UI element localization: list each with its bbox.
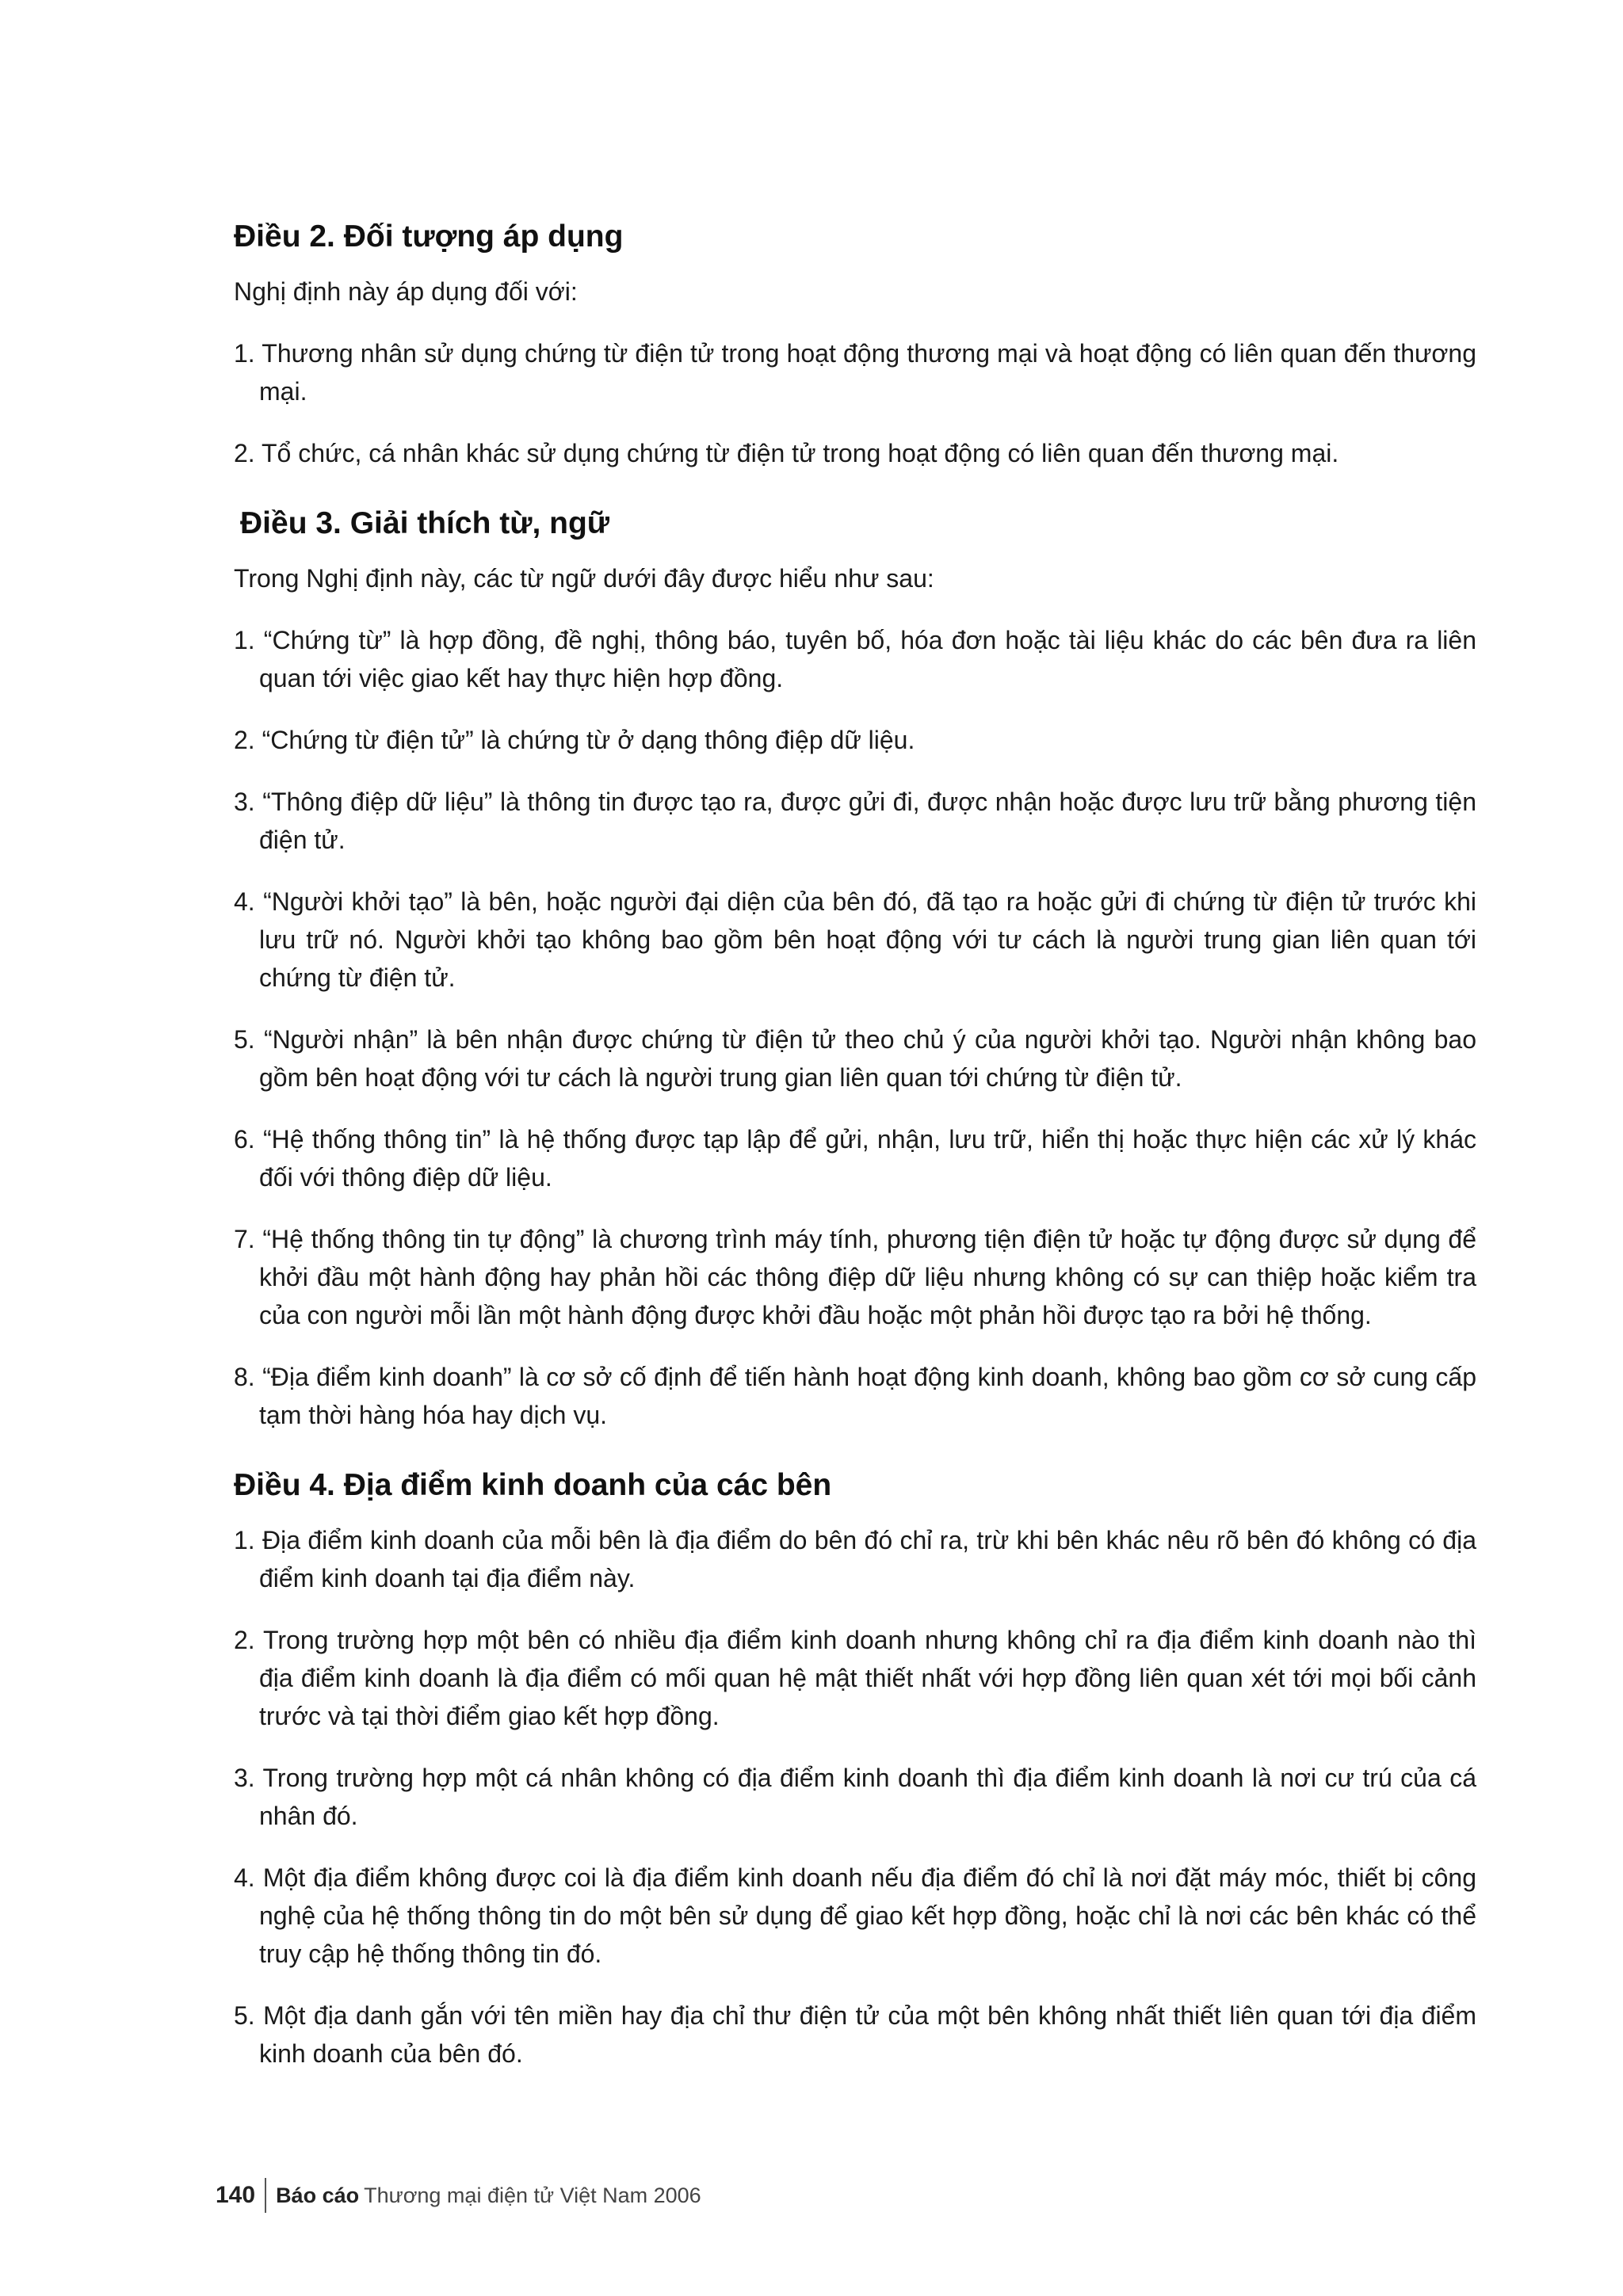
section-article-3 <box>234 502 1476 1434</box>
list-item <box>234 1859 1476 1973</box>
item-number: 1. <box>234 626 255 654</box>
section-article-2 <box>234 215 1476 472</box>
section-article-4 <box>234 1464 1476 2073</box>
item-list <box>234 334 1476 472</box>
item-text: “Chứng từ điện tử” là chứng từ ở dạng thông điệp dữ liệu. <box>262 726 915 754</box>
item-list <box>234 1521 1476 2073</box>
item-text: Một địa danh gắn với tên miền hay địa chỉ thư điện tử của một bên không nhất thiết liên quan tới địa điểm kinh doanh của bên đó. <box>259 2001 1477 2068</box>
item-number: 2. <box>234 726 255 754</box>
item-text: “Địa điểm kinh doanh” là cơ sở cố định để tiến hành hoạt động kinh doanh, không bao gồm cơ sở cung cấp tạm thời hàng hóa hay dịch vụ. <box>259 1363 1477 1429</box>
section-heading: Điều 2. Đối tượng áp dụng <box>234 219 624 254</box>
list-item <box>234 1220 1476 1334</box>
footer-brand: Báo cáo <box>276 2183 360 2207</box>
item-text: Tổ chức, cá nhân khác sử dụng chứng từ điện tử trong hoạt động có liên quan đến thương mại. <box>262 439 1339 467</box>
page-number: 140 <box>216 2182 256 2208</box>
item-number: 5. <box>234 1025 255 1054</box>
item-text: Một địa điểm không được coi là địa điểm kinh doanh nếu địa điểm đó chỉ là nơi đặt máy móc, thiết bị công nghệ của hệ thống thông tin do một bên sử dụng để giao kết hợp đồng, hoặc chỉ là nơi các bên khác có thể truy cập hệ thống thông tin đó. <box>259 1863 1477 1968</box>
list-item <box>234 721 1476 759</box>
section-intro: Trong Nghị định này, các từ ngữ dưới đây được hiểu như sau: <box>234 564 934 593</box>
item-text: “Hệ thống thông tin” là hệ thống được tạp lập để gửi, nhận, lưu trữ, hiển thị hoặc thực hiện các xử lý khác đối với thông điệp dữ liệu. <box>259 1125 1476 1192</box>
item-number: 4. <box>234 1863 255 1892</box>
item-number: 3. <box>234 1764 255 1792</box>
list-item <box>234 1358 1476 1434</box>
item-list <box>234 621 1476 1434</box>
list-item <box>234 621 1476 697</box>
list-item <box>234 1997 1476 2073</box>
item-number: 2. <box>234 439 255 467</box>
item-text: Trong trường hợp một bên có nhiều địa điểm kinh doanh nhưng không chỉ ra địa điểm kinh doanh nào thì địa điểm kinh doanh là địa điểm có mối quan hệ mật thiết nhất với hợp đồng liên quan xét tới mọi bối cảnh trước và tại thời điểm giao kết hợp đồng. <box>259 1626 1477 1730</box>
page-footer <box>216 2176 701 2215</box>
footer-title: Thương mại điện tử Việt Nam 2006 <box>364 2183 701 2207</box>
item-text: “Hệ thống thông tin tự động” là chương trình máy tính, phương tiện điện tử hoặc tự động được sử dụng để khởi đầu một hành động hay phản hồi các thông điệp dữ liệu nhưng không có sự can thiệp hoặc kiểm tra của con người mỗi lần một hành động được khởi đầu hoặc một phản hồi được tạo ra bởi hệ thống. <box>259 1225 1477 1329</box>
item-text: Trong trường hợp một cá nhân không có địa điểm kinh doanh thì địa điểm kinh doanh là nơi cư trú của cá nhân đó. <box>259 1764 1477 1830</box>
item-number: 8. <box>234 1363 255 1391</box>
item-number: 3. <box>234 788 255 816</box>
list-item <box>234 1621 1476 1735</box>
section-heading: Điều 4. Địa điểm kinh doanh của các bên <box>234 1468 832 1502</box>
item-number: 7. <box>234 1225 255 1253</box>
item-text: Thương nhân sử dụng chứng từ điện tử trong hoạt động thương mại và hoạt động có liên quan đến thương mại. <box>259 339 1477 406</box>
item-text: “Người nhận” là bên nhận được chứng từ điện tử theo chủ ý của người khởi tạo. Người nhận không bao gồm bên hoạt động với tư cách là người trung gian liên quan tới chứng từ điện tử. <box>259 1025 1477 1092</box>
item-number: 1. <box>234 1526 255 1554</box>
list-item <box>234 783 1476 859</box>
item-number: 1. <box>234 339 255 368</box>
list-item <box>234 1759 1476 1835</box>
item-number: 2. <box>234 1626 255 1654</box>
section-heading: Điều 3. Giải thích từ, ngữ <box>240 506 610 540</box>
footer-divider <box>265 2178 266 2213</box>
item-number: 6. <box>234 1125 255 1154</box>
list-item <box>234 434 1476 472</box>
item-number: 5. <box>234 2001 255 2030</box>
item-text: “Thông điệp dữ liệu” là thông tin được tạo ra, được gửi đi, được nhận hoặc được lưu trữ bằng phương tiện điện tử. <box>259 788 1477 854</box>
list-item <box>234 1020 1476 1097</box>
item-text: “Người khởi tạo” là bên, hoặc người đại diện của bên đó, đã tạo ra hoặc gửi đi chứng từ điện tử trước khi lưu trữ nó. Người khởi tạo không bao gồm bên hoạt động với tư cách là người trung gian liên quan tới chứng từ điện tử. <box>259 887 1477 992</box>
list-item <box>234 1521 1476 1597</box>
list-item <box>234 883 1476 997</box>
document-body <box>234 215 1476 2103</box>
item-text: Địa điểm kinh doanh của mỗi bên là địa điểm do bên đó chỉ ra, trừ khi bên khác nêu rõ bên đó không có địa điểm kinh doanh tại địa điểm này. <box>259 1526 1476 1592</box>
item-number: 4. <box>234 887 255 916</box>
section-intro: Nghị định này áp dụng đối với: <box>234 277 578 306</box>
list-item <box>234 334 1476 410</box>
item-text: “Chứng từ” là hợp đồng, đề nghị, thông báo, tuyên bố, hóa đơn hoặc tài liệu khác do các bên đưa ra liên quan tới việc giao kết hay thực hiện hợp đồng. <box>259 626 1477 692</box>
list-item <box>234 1120 1476 1196</box>
